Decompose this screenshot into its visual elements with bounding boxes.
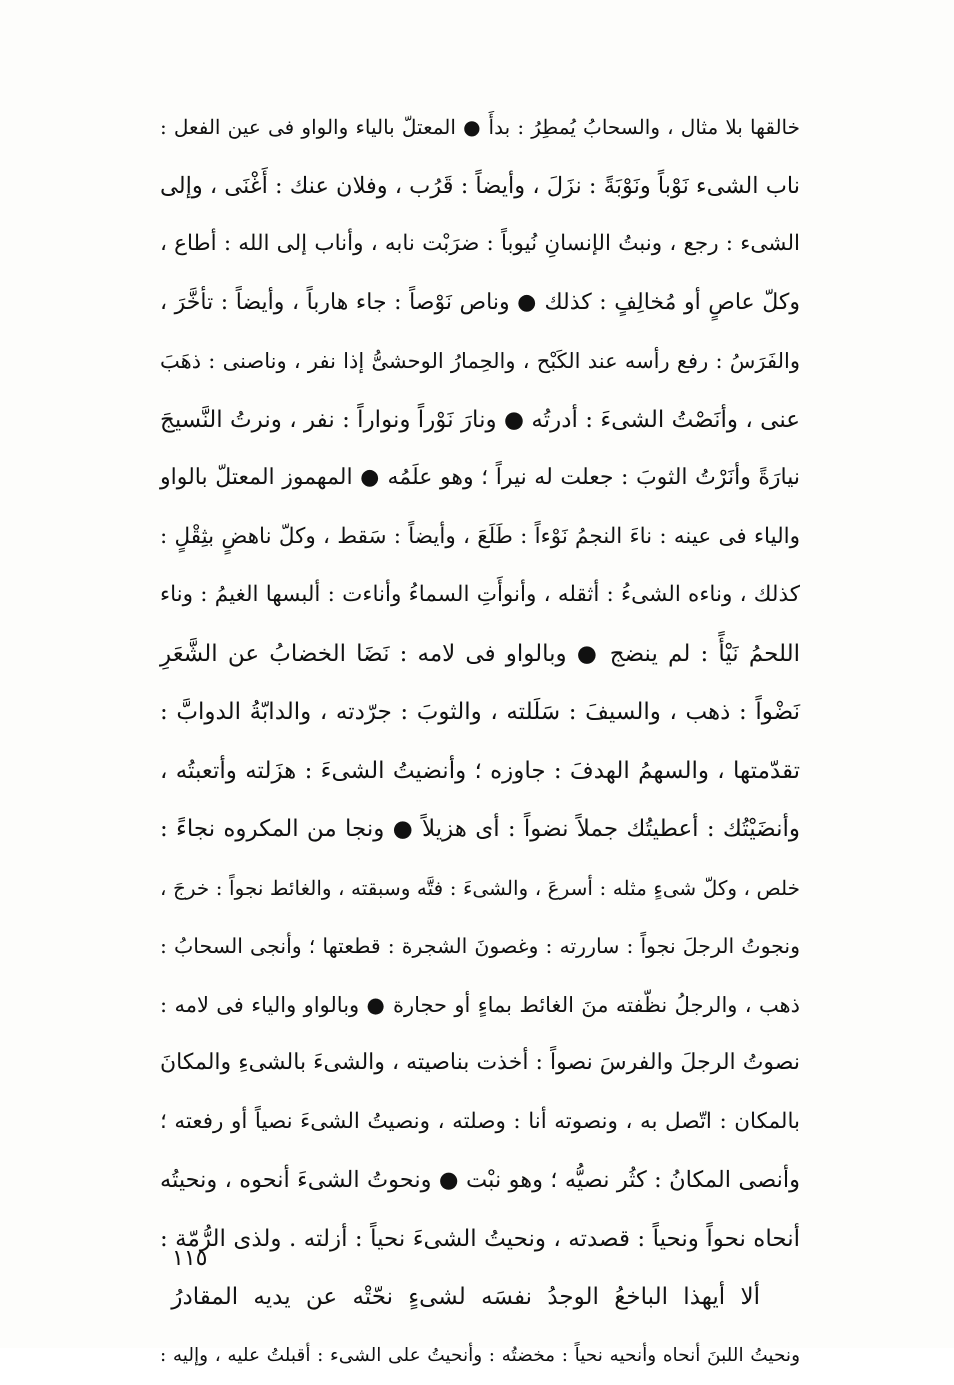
- text-line: تقدّمتها ، والسهمُ الهدفَ : جاوزه ؛ وأنضيتُ الشىءَ : هزَلته وأتعبتُه ،: [160, 742, 800, 801]
- text-line: والفَرَسُ : رفع رأسه عند الكَبْح ، والحِمارُ الوحشىُّ إذا نفر ، وناصنى : ذهَبَ: [160, 332, 800, 391]
- text-line-last: ونحيتُ اللبنَ أنحاه وأنحيه نحياً : مخضتُه : وأنحيتُ على الشىء : أقبلتُ عليه ، وإليه :: [160, 1327, 800, 1385]
- page-number: ١١٥: [172, 1246, 232, 1271]
- text-line: أنحاه نحواً ونحياً : قصدته ، ونحيتُ الشىءَ نحياً : أزلته . ولذى الرُّمّة :: [160, 1210, 800, 1269]
- text-line: والياء فى عينه : ناءَ النجمُ نَوْءاً : طَلَعَ ، وأيضاً : سَقط ، وكلّ ناهضٍ بثِقْلٍ :: [160, 508, 800, 567]
- text-line: ناب الشىء نَوْباً ونَوْبَةً : نزَلَ ، وأيضاً : قَرُب ، وفلان عنك : أَغْنَى ، وإلى: [160, 157, 800, 216]
- text-line: خالقها بلا مثال ، والسحابُ يُمطِرُ : بدأَ ● المعتلّ بالياء والواو فى عين الفعل :: [160, 98, 800, 157]
- text-line: خلص ، وكلّ شىءٍ مثله : أسرعَ ، والشىءَ : فتَّه وسبقته ، والغائط نجواً : خرجَ ،: [160, 859, 800, 918]
- text-line: كذلك ، وناءه الشىءُ : أثقله ، وأنوأَتِ السماءُ وأناءت : ألبسها الغيمُ : وناء: [160, 566, 800, 625]
- text-line: وأنصى المكانُ : كثُر نصيُّه ؛ وهو نبْت ● ونحوتُ الشىءَ أنحوه ، ونحيتُه: [160, 1151, 800, 1210]
- text-line: نصوتُ الرجلَ والفرسَ نصواً : أخذت بناصيته ، والشىءَ بالشىءِ والمكانَ: [160, 1034, 800, 1093]
- text-line: اللحمُ نَيْأً : لم ينضج ● وبالواو فى لامه : نَضَا الخضابُ عن الشَّعَرِ: [160, 625, 800, 684]
- text-line: نيارَةً وأنَرْتُ الثوبَ : جعلت له نيراً ؛ وهو علَمُه ● المهموز المعتلّ بالواو: [160, 449, 800, 508]
- text-line: ذهب ، والرجلُ نظّفته منَ الغائط بماءٍ أو حجارة ● وبالواو والياء فى لامه :: [160, 976, 800, 1035]
- text-line: نَضْواً : ذهب ، والسيفَ : سَلَلته ، والثوبَ : جرّدته ، والدابّةُ الدوابَّ :: [160, 683, 800, 742]
- text-line: عنى ، وأنَصْتُ الشىءَ : أدرتُه ● ونارَ نَوْراً ونواراً : نفر ، ونرتُ النَّسيجَ: [160, 391, 800, 450]
- text-line: بالمكان : اتّصل به ، ونصوته أنا : وصلته ، ونصيتُ الشىءَ نصياً أو رفعته ؛: [160, 1093, 800, 1152]
- text-line: ونجوتُ الرجلَ نجواً : ساررته : وغصونَ الشجرة : قطعتها ؛ وأنجى السحابُ :: [160, 917, 800, 976]
- text-line: وأنضَيْتُك : أعطيتُك جملاً نضواً : أى هزيلاً ● ونجا من المكروه نجاءً :: [160, 800, 800, 859]
- document-text: [160, 98, 800, 1385]
- poetry-verse: ألا أيهذا الباخعُ الوجدُ نفسَه لشىءٍ نحّتْه عن يديه المقادرُ: [160, 1268, 800, 1327]
- text-line: الشىء : رجع ، ونبتُ الإنسانِ نُيوباً : ضرَبْت نابه ، وأناب إلى الله : أطاع ،: [160, 215, 800, 274]
- text-line: وكلّ عاصٍ أو مُخالِفٍ : كذلك ● وناص نَوْصاً : جاء هارباً ، وأيضاً : تأخَّرَ ،: [160, 274, 800, 333]
